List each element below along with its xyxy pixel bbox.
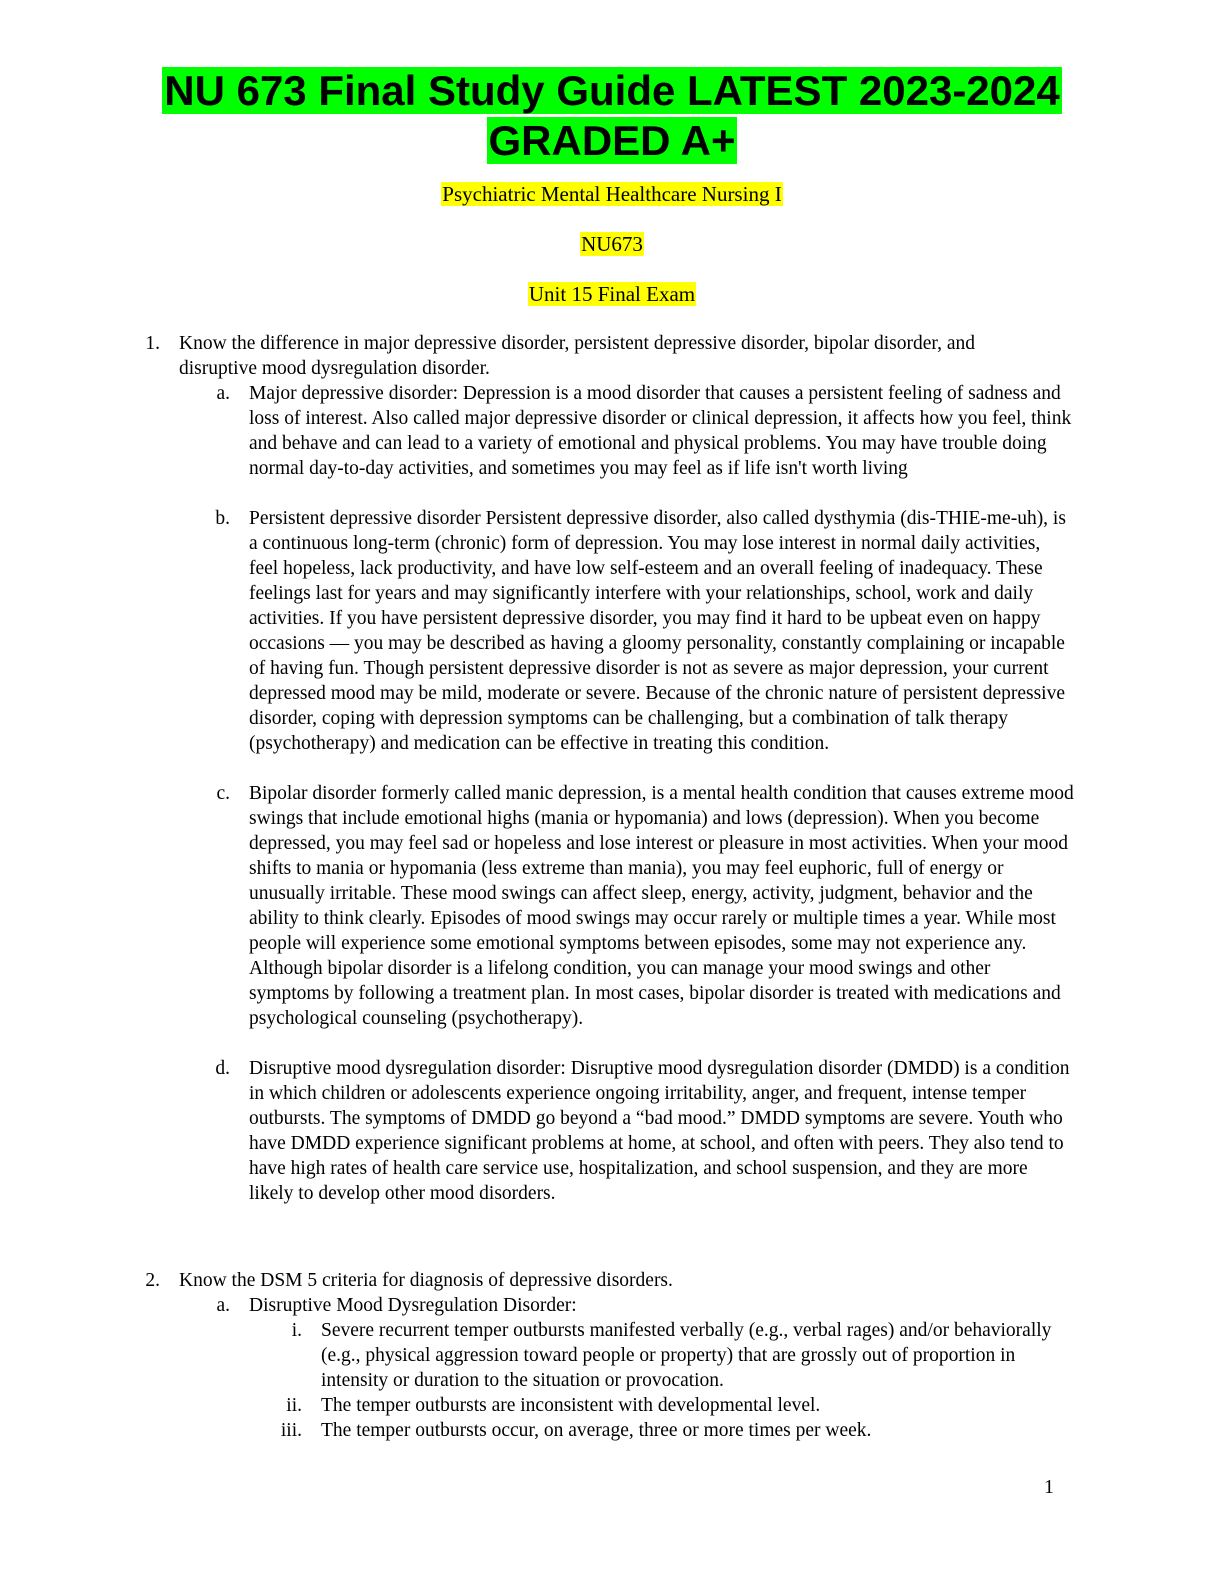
- sub-item-text: Major depressive disorder: Depression is a mood disorder that causes a persistent feeling of sadness and loss of interest. Also called major depressive disorder or clinical depression, it affects how you feel, think and behave and can lead to a variety of emotional and physical problems. You may have trouble doing normal day-to-day activities, and sometimes you may feel as if life isn't worth living: [249, 383, 1072, 479]
- criterion-text: Severe recurrent temper outbursts manifested verbally (e.g., verbal rages) and/or behaviorally (e.g., physical aggression toward people or property) that are grossly out of proportion in intensity or duration to the situation or provocation.: [321, 1320, 1052, 1391]
- sub-item-label: b.: [215, 508, 230, 529]
- title-line-2: GRADED A+: [488, 117, 736, 164]
- criterion-label: ii.: [286, 1395, 302, 1416]
- sub-item-label: d.: [215, 1058, 230, 1079]
- sub-item-text: Disruptive mood dysregulation disorder: Disruptive mood dysregulation disorder (DMDD) is a condition in which children or adolescents experience ongoing irritability, anger, and frequent, intense temper outbursts. The symptoms of DMDD go beyond a “bad mood.” DMDD symptoms are severe. Youth who have DMDD experience significant problems at home, at school, and often with peers. They also tend to have high rates of health care service use, hospitalization, and school suspension, and they are more likely to develop other mood disorders.: [249, 1058, 1070, 1204]
- document-title: [0, 66, 1224, 166]
- question-text: Know the DSM 5 criteria for diagnosis of depressive disorders.: [179, 1270, 673, 1291]
- list-number: 1.: [145, 333, 160, 354]
- criterion-text: The temper outbursts occur, on average, three or more times per week.: [321, 1420, 872, 1441]
- list-number: 2.: [145, 1270, 160, 1291]
- subtitle-course: Psychiatric Mental Healthcare Nursing I: [442, 182, 782, 206]
- subtitle-code: NU673: [581, 232, 643, 256]
- sub-item-text: Disruptive Mood Dysregulation Disorder:: [249, 1295, 577, 1316]
- criterion-label: iii.: [280, 1420, 302, 1441]
- title-line-1: NU 673 Final Study Guide LATEST 2023-2024: [164, 67, 1060, 114]
- criterion-text: The temper outbursts are inconsistent with developmental level.: [321, 1395, 821, 1416]
- sub-item-text: Persistent depressive disorder Persistent depressive disorder, also called dysthymia (dis-THIE-me-uh), is a continuous long-term (chronic) form of depression. You may lose interest in normal daily activities, feel hopeless, lack productivity, and have low self-esteem and an overall feeling of inadequacy. These feelings last for years and may significantly interfere with your relationships, school, work and daily activities. If you have persistent depressive disorder, you may find it hard to be upbeat even on happy occasions — you may be described as having a gloomy personality, constantly complaining or incapable of having fun. Though persistent depressive disorder is not as severe as major depression, your current depressed mood may be mild, moderate or severe. Because of the chronic nature of persistent depressive disorder, coping with depression symptoms can be challenging, but a combination of talk therapy (psychotherapy) and medication can be effective in treating this condition.: [249, 508, 1066, 754]
- criterion-label: i.: [291, 1320, 302, 1341]
- sub-item-label: c.: [216, 783, 230, 804]
- subtitle-exam: Unit 15 Final Exam: [528, 282, 696, 306]
- sub-item-label: a.: [216, 1295, 230, 1316]
- sub-item-text: Bipolar disorder formerly called manic depression, is a mental health condition that causes extreme mood swings that include emotional highs (mania or hypomania) and lows (depression). When you become depressed, you may feel sad or hopeless and lose interest or pleasure in most activities. When your mood shifts to mania or hypomania (less extreme than mania), you may feel euphoric, full of energy or unusually irritable. These mood swings can affect sleep, energy, activity, judgment, behavior and the ability to think clearly. Episodes of mood swings may occur rarely or multiple times a year. While most people will experience some emotional symptoms between episodes, some may not experience any. Although bipolar disorder is a lifelong condition, you can manage your mood swings and other symptoms by following a treatment plan. In most cases, bipolar disorder is treated with medications and psychological counseling (psychotherapy).: [249, 783, 1074, 1029]
- page-number: 1: [1044, 1476, 1054, 1498]
- question-text: Know the difference in major depressive disorder, persistent depressive disorder, bipolar disorder, and disruptive mood dysregulation disorder.: [179, 333, 976, 379]
- sub-item-label: a.: [216, 383, 230, 404]
